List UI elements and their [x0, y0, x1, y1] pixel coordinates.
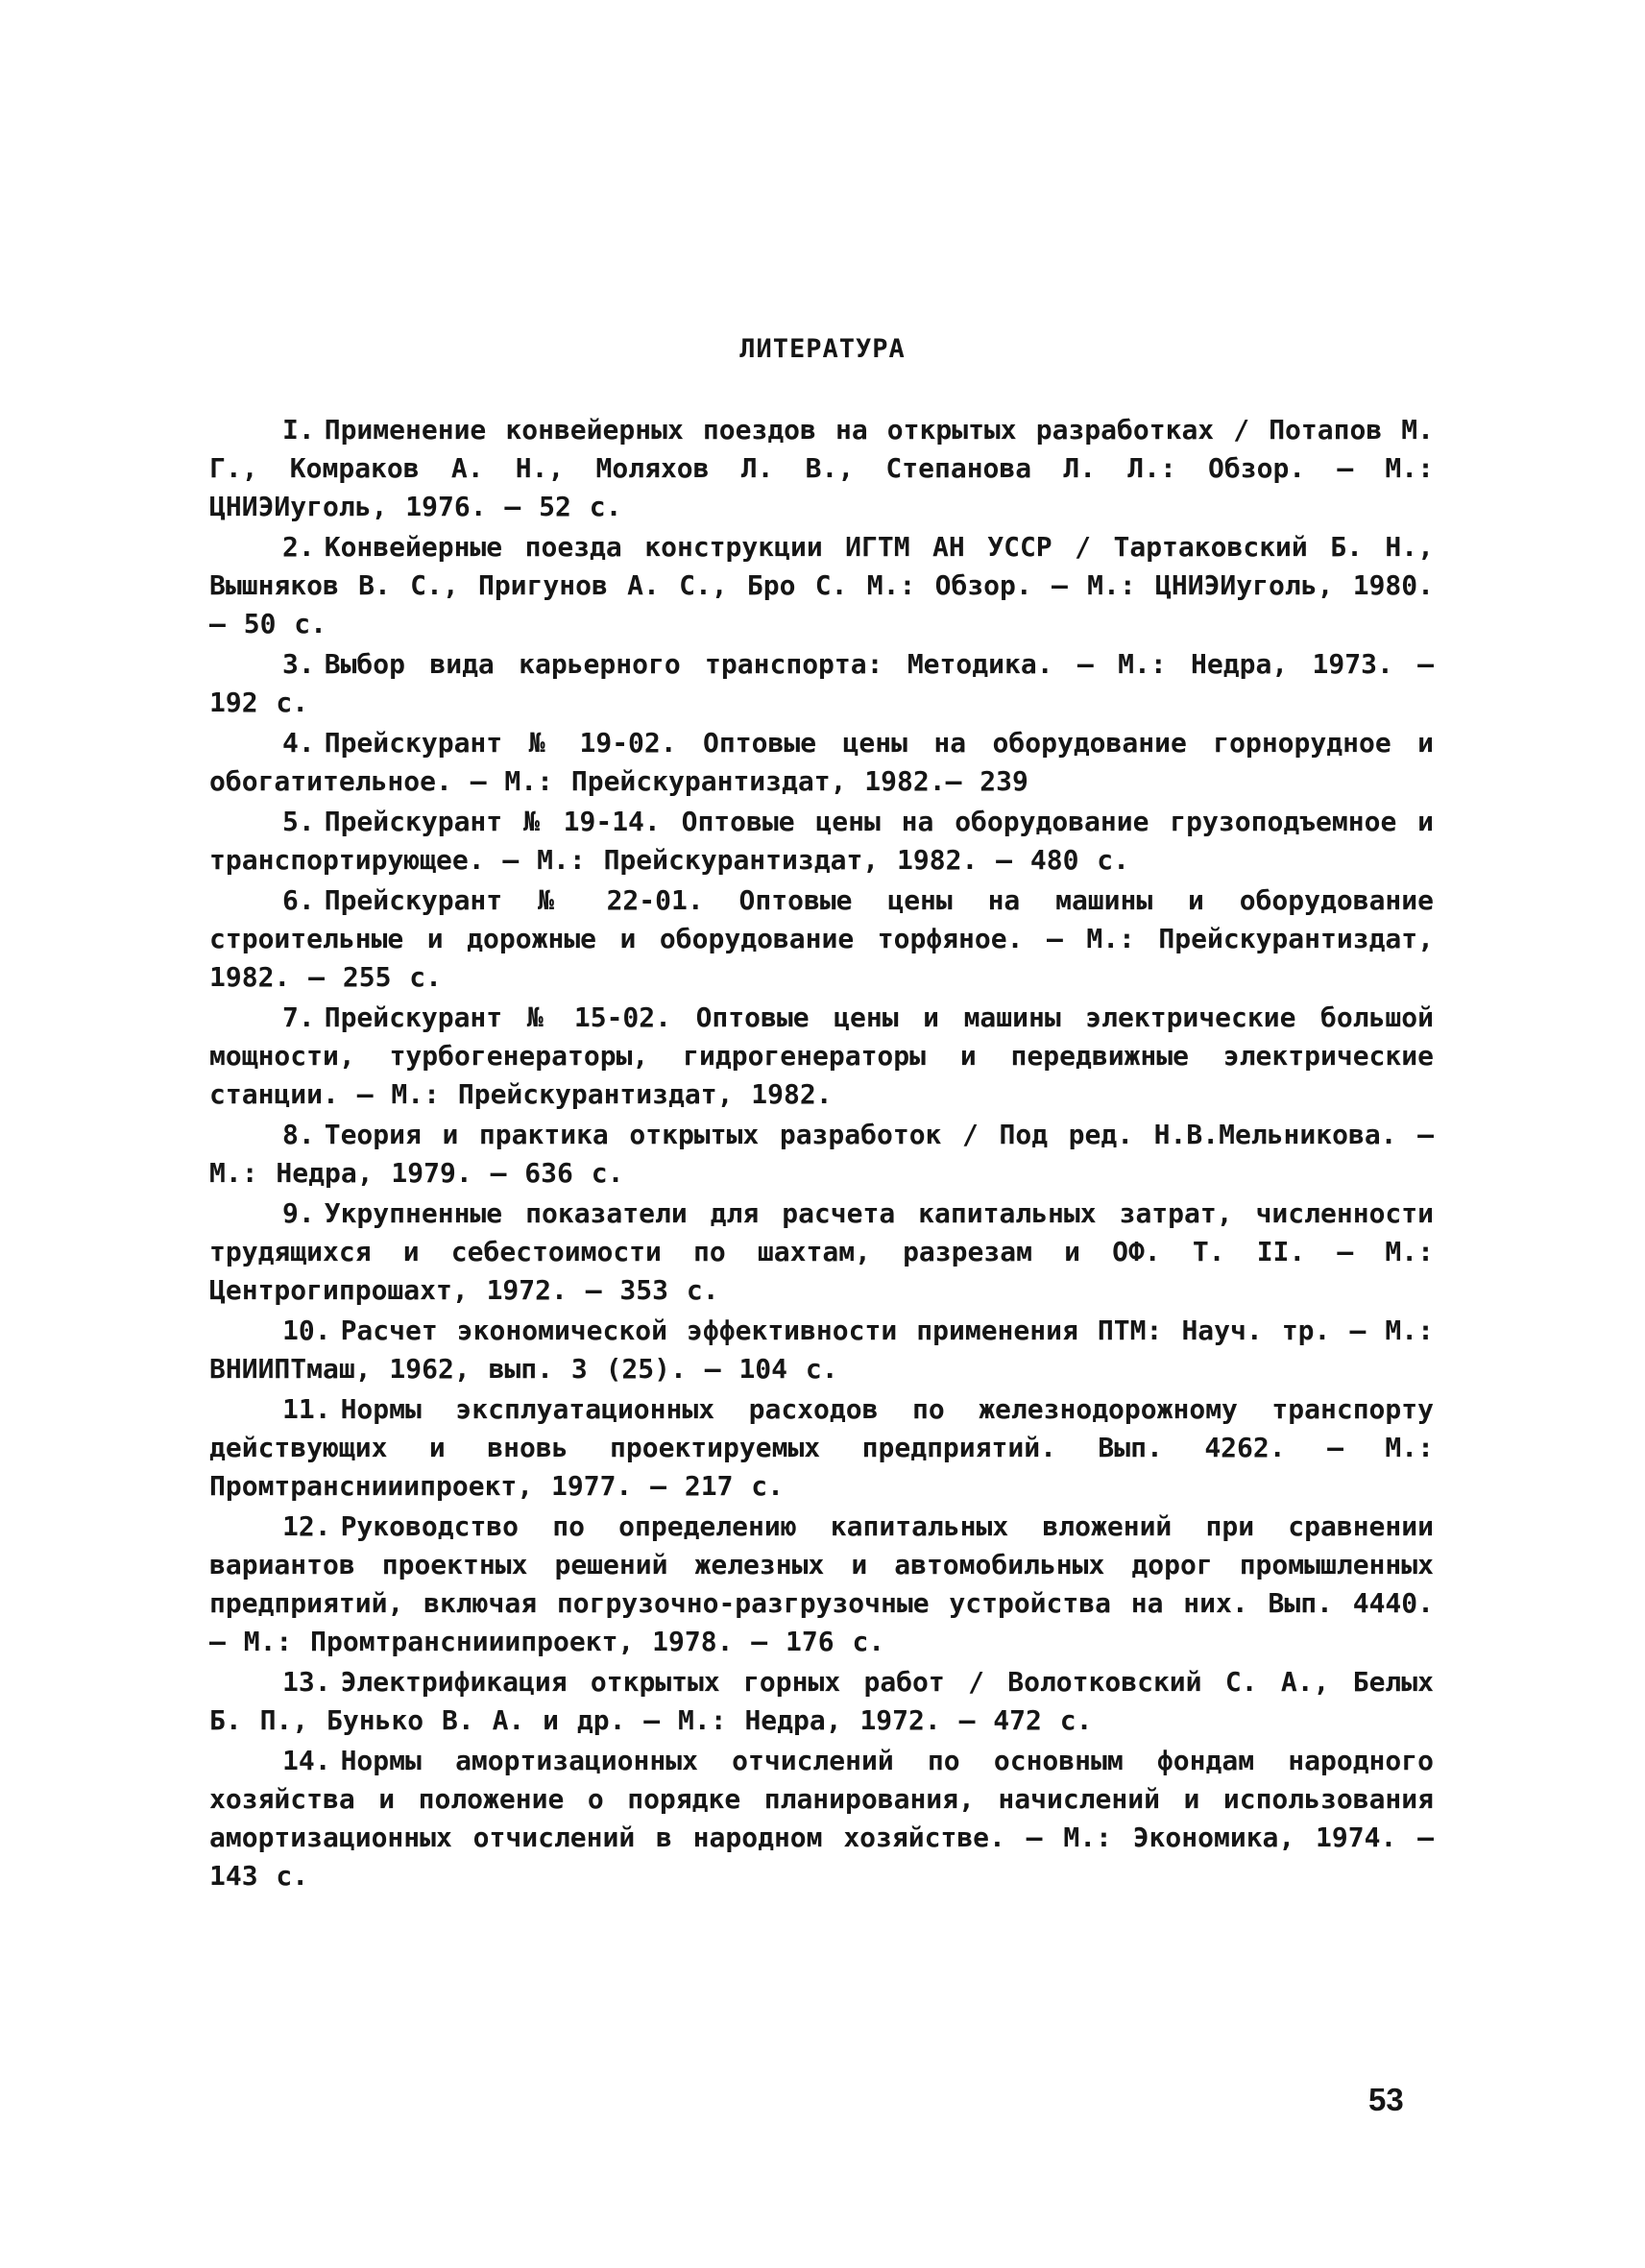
reference-item	[209, 803, 1434, 880]
reference-number: 3.	[282, 648, 315, 680]
reference-text: Прейскурант № 19-02. Оптовые цены на оборудование горнорудное и обогатительное. – М.: Прейскурантиздат, 1982.– 239	[209, 727, 1434, 797]
reference-item	[209, 999, 1434, 1114]
reference-text: Прейскурант № 15-02. Оптовые цены и машины электрические большой мощности, турбогенераторы, гидрогенераторы и передвижные электрические станции. – М.: Прейскурантиздат, 1982.	[209, 1001, 1434, 1110]
reference-item	[209, 645, 1434, 722]
reference-number: I.	[282, 414, 315, 446]
reference-text: Нормы эксплуатационных расходов по железнодорожному транспорту действующих и вновь проектируемых предприятий. Вып. 4262. – М.: Промтранснииипроект, 1977. – 217 с.	[209, 1393, 1434, 1502]
reference-number: 9.	[282, 1197, 315, 1229]
reference-text: Руководство по определению капитальных вложений при сравнении вариантов проектных решений железных и автомобильных дорог промышленных предприятий, включая погрузочно-разгрузочные устройства на них. Вып. 4440. – М.: Промтранснииипроект, 1978. – 176 с.	[209, 1510, 1434, 1657]
reference-text: Теория и практика открытых разработок / Под ред. Н.В.Мельникова. – М.: Недра, 1979. – 636 с.	[209, 1119, 1434, 1189]
reference-text: Расчет экономической эффективности применения ПТМ: Науч. тр. – М.: ВНИИПТмаш, 1962, вып. 3 (25). – 104 с.	[209, 1315, 1434, 1385]
reference-item	[209, 1116, 1434, 1193]
reference-number: 11.	[282, 1393, 331, 1425]
reference-number: 7.	[282, 1001, 315, 1033]
reference-text: Укрупненные показатели для расчета капитальных затрат, численности трудящихся и себестоимости по шахтам, разрезам и ОФ. Т. II. – М.: Центрогипрошахт, 1972. – 353 с.	[209, 1197, 1434, 1306]
reference-number: 14.	[282, 1745, 331, 1776]
reference-text: Прейскурант № 22-01. Оптовые цены на машины и оборудование строительные и дорожные и оборудование торфяное. – М.: Прейскурантиздат, 1982. – 255 с.	[209, 884, 1434, 993]
reference-text: Прейскурант № 19-14. Оптовые цены на оборудование грузоподъемное и транспортирующее. – М.: Прейскурантиздат, 1982. – 480 с.	[209, 806, 1434, 876]
reference-number: 10.	[282, 1315, 331, 1346]
reference-item	[209, 724, 1434, 801]
reference-number: 5.	[282, 806, 315, 837]
page-title: ЛИТЕРАТУРА	[739, 334, 906, 364]
page-number: 53	[1368, 2082, 1404, 2117]
reference-text: Нормы амортизационных отчислений по основным фондам народного хозяйства и положение о порядке планирования, начислений и использования амортизационных отчислений в народном хозяйстве. – М.: Экономика, 1974. – 143 с.	[209, 1745, 1434, 1892]
reference-text: Конвейерные поезда конструкции ИГТМ АН УССР / Тартаковский Б. Н., Вышняков В. С., Пригунов А. С., Бро С. М.: Обзор. – М.: ЦНИЭИуголь, 1980. – 50 с.	[209, 531, 1434, 639]
reference-number: 13.	[282, 1666, 331, 1698]
reference-item	[209, 1194, 1434, 1310]
reference-number: 6.	[282, 884, 315, 916]
reference-item	[209, 1390, 1434, 1506]
reference-item	[209, 881, 1434, 997]
reference-number: 2.	[282, 531, 315, 563]
reference-item	[209, 1508, 1434, 1661]
reference-item	[209, 1663, 1434, 1740]
reference-item	[209, 411, 1434, 526]
reference-list	[209, 411, 1434, 1897]
reference-text: Выбор вида карьерного транспорта: Методика. – М.: Недра, 1973. – 192 с.	[209, 648, 1434, 718]
reference-number: 12.	[282, 1510, 331, 1542]
reference-text: Применение конвейерных поездов на открытых разработках / Потапов М. Г., Комраков А. Н., Моляхов Л. В., Степанова Л. Л.: Обзор. – М.: ЦНИЭИуголь, 1976. – 52 с.	[209, 414, 1434, 522]
reference-number: 4.	[282, 727, 315, 759]
reference-number: 8.	[282, 1119, 315, 1150]
reference-text: Электрификация открытых горных работ / Волотковский С. А., Белых Б. П., Бунько В. А. и др. – М.: Недра, 1972. – 472 с.	[209, 1666, 1434, 1736]
reference-item	[209, 528, 1434, 643]
reference-item	[209, 1742, 1434, 1895]
reference-item	[209, 1312, 1434, 1388]
